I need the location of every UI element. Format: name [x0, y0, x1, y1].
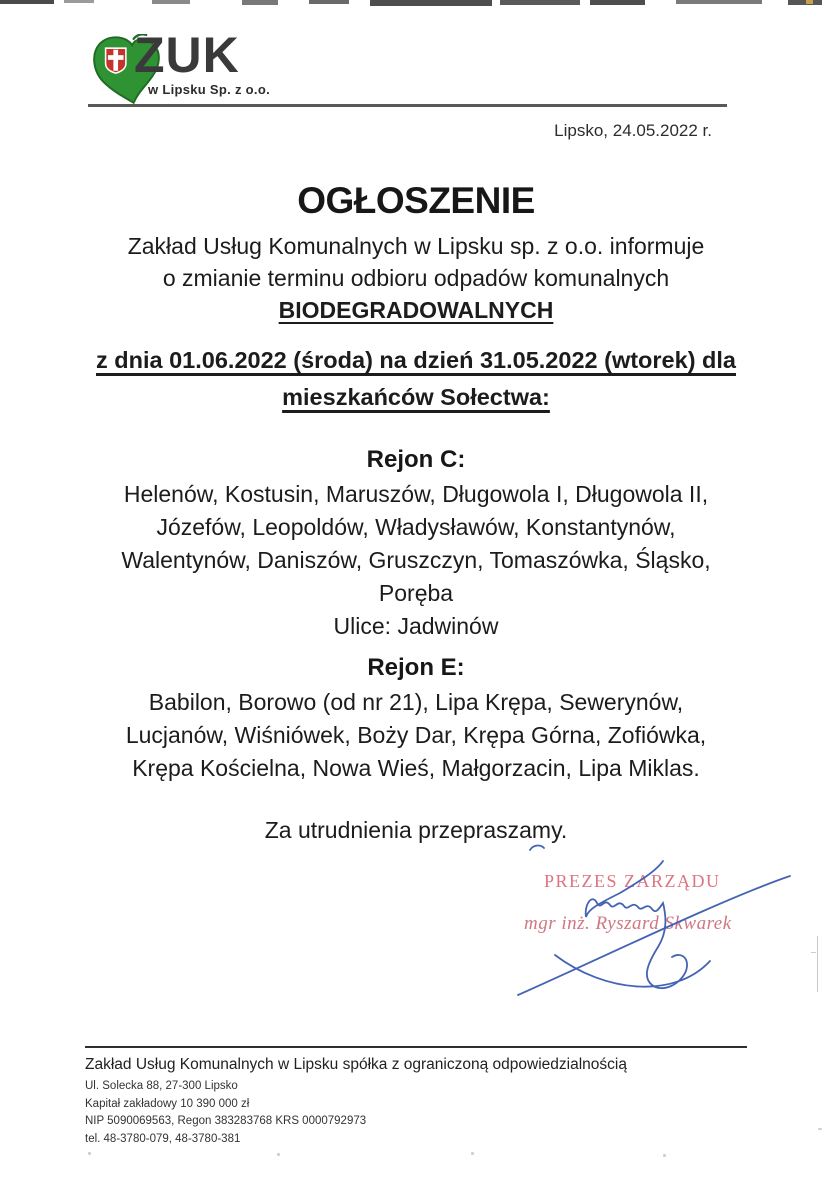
- footer-company-name: Zakład Usług Komunalnych w Lipsku spółka z ograniczoną odpowiedzialnością: [85, 1056, 627, 1073]
- section-heading: Rejon E:: [367, 654, 465, 681]
- scan-artifact: [806, 0, 813, 4]
- village-list-line: Krępa Kościelna, Nowa Wieś, Małgorzacin, Lipa Miklas.: [132, 755, 700, 781]
- stamp-title: PREZES ZARZĄDU: [544, 871, 721, 891]
- scan-artifact: [370, 0, 492, 6]
- scan-artifact: [817, 936, 818, 992]
- scan-artifact: [88, 1152, 91, 1155]
- document-title: OGŁOSZENIE: [297, 180, 535, 221]
- scan-artifact: [277, 1153, 280, 1156]
- village-list-line: Lucjanów, Wiśniówek, Boży Dar, Krępa Górna, Zofiówka,: [125, 722, 707, 748]
- change-line-1: z dnia 01.06.2022 (środa) na dzień 31.05.2022 (wtorek) dla: [96, 347, 736, 373]
- footer-capital: Kapitał zakładowy 10 390 000 zł: [85, 1097, 250, 1110]
- scan-artifact: [788, 0, 822, 5]
- scan-artifact: [663, 1154, 666, 1157]
- intro-line-1: Zakład Usług Komunalnych w Lipsku sp. z o.o. informuje: [127, 233, 705, 259]
- footer-phone: tel. 48-3780-079, 48-3780-381: [85, 1132, 241, 1145]
- waste-type-line: BIODEGRADOWALNYCH: [278, 297, 554, 323]
- stamp-name: mgr inż. Ryszard Skwarek: [524, 913, 732, 934]
- scan-artifact: [242, 0, 278, 5]
- section-rejon-c: [0, 442, 832, 643]
- scan-artifact: [0, 0, 54, 4]
- village-list-line: Babilon, Borowo (od nr 21), Lipa Krępa, Sewerynów,: [148, 689, 684, 715]
- change-line-2: mieszkańców Sołectwa:: [282, 384, 550, 410]
- streets-line: Ulice: Jadwinów: [333, 613, 499, 639]
- village-list-line: Walentynów, Daniszów, Gruszczyn, Tomaszówka, Śląsko,: [121, 547, 711, 573]
- intro-line-2: o zmianie terminu odbioru odpadów komunalnych: [162, 265, 670, 291]
- signature-block: [500, 843, 820, 1013]
- logo-brand-text: ZUK: [134, 27, 240, 83]
- section-heading: Rejon C:: [366, 446, 466, 473]
- village-list-line: Józefów, Leopoldów, Władysławów, Konstantynów,: [156, 514, 676, 540]
- document-date: Lipsko, 24.05.2022 r.: [554, 121, 712, 140]
- company-logo: [90, 27, 290, 106]
- scan-artifact: [309, 0, 349, 4]
- footer-registry: NIP 5090069563, Regon 383283768 KRS 0000792973: [85, 1115, 367, 1127]
- scan-artifact: [818, 1128, 822, 1130]
- apology-line: Za utrudnienia przepraszamy.: [264, 817, 568, 843]
- logo-subtitle-text: w Lipsku Sp. z o.o.: [148, 82, 270, 97]
- scan-artifact: [590, 0, 645, 5]
- lipsko-crest-icon: [106, 48, 126, 73]
- scan-artifact: [500, 0, 580, 5]
- scan-artifact: [811, 952, 816, 953]
- scan-artifact: [676, 0, 762, 4]
- signature-ink-icon: [500, 843, 820, 1013]
- header-divider: [88, 104, 727, 107]
- footer: [85, 1046, 747, 1148]
- scan-artifact: [152, 0, 190, 4]
- section-rejon-e: [0, 650, 832, 785]
- scan-artifact: [471, 1152, 474, 1155]
- intro-paragraph: [0, 230, 832, 326]
- scan-artifact: [64, 0, 94, 3]
- village-list-line: Poręba: [378, 580, 454, 606]
- footer-address: Ul. Solecka 88, 27-300 Lipsko: [85, 1080, 238, 1092]
- date-change-notice: [0, 342, 832, 416]
- village-list-line: Helenów, Kostusin, Maruszów, Długowola I, Długowola II,: [123, 481, 709, 507]
